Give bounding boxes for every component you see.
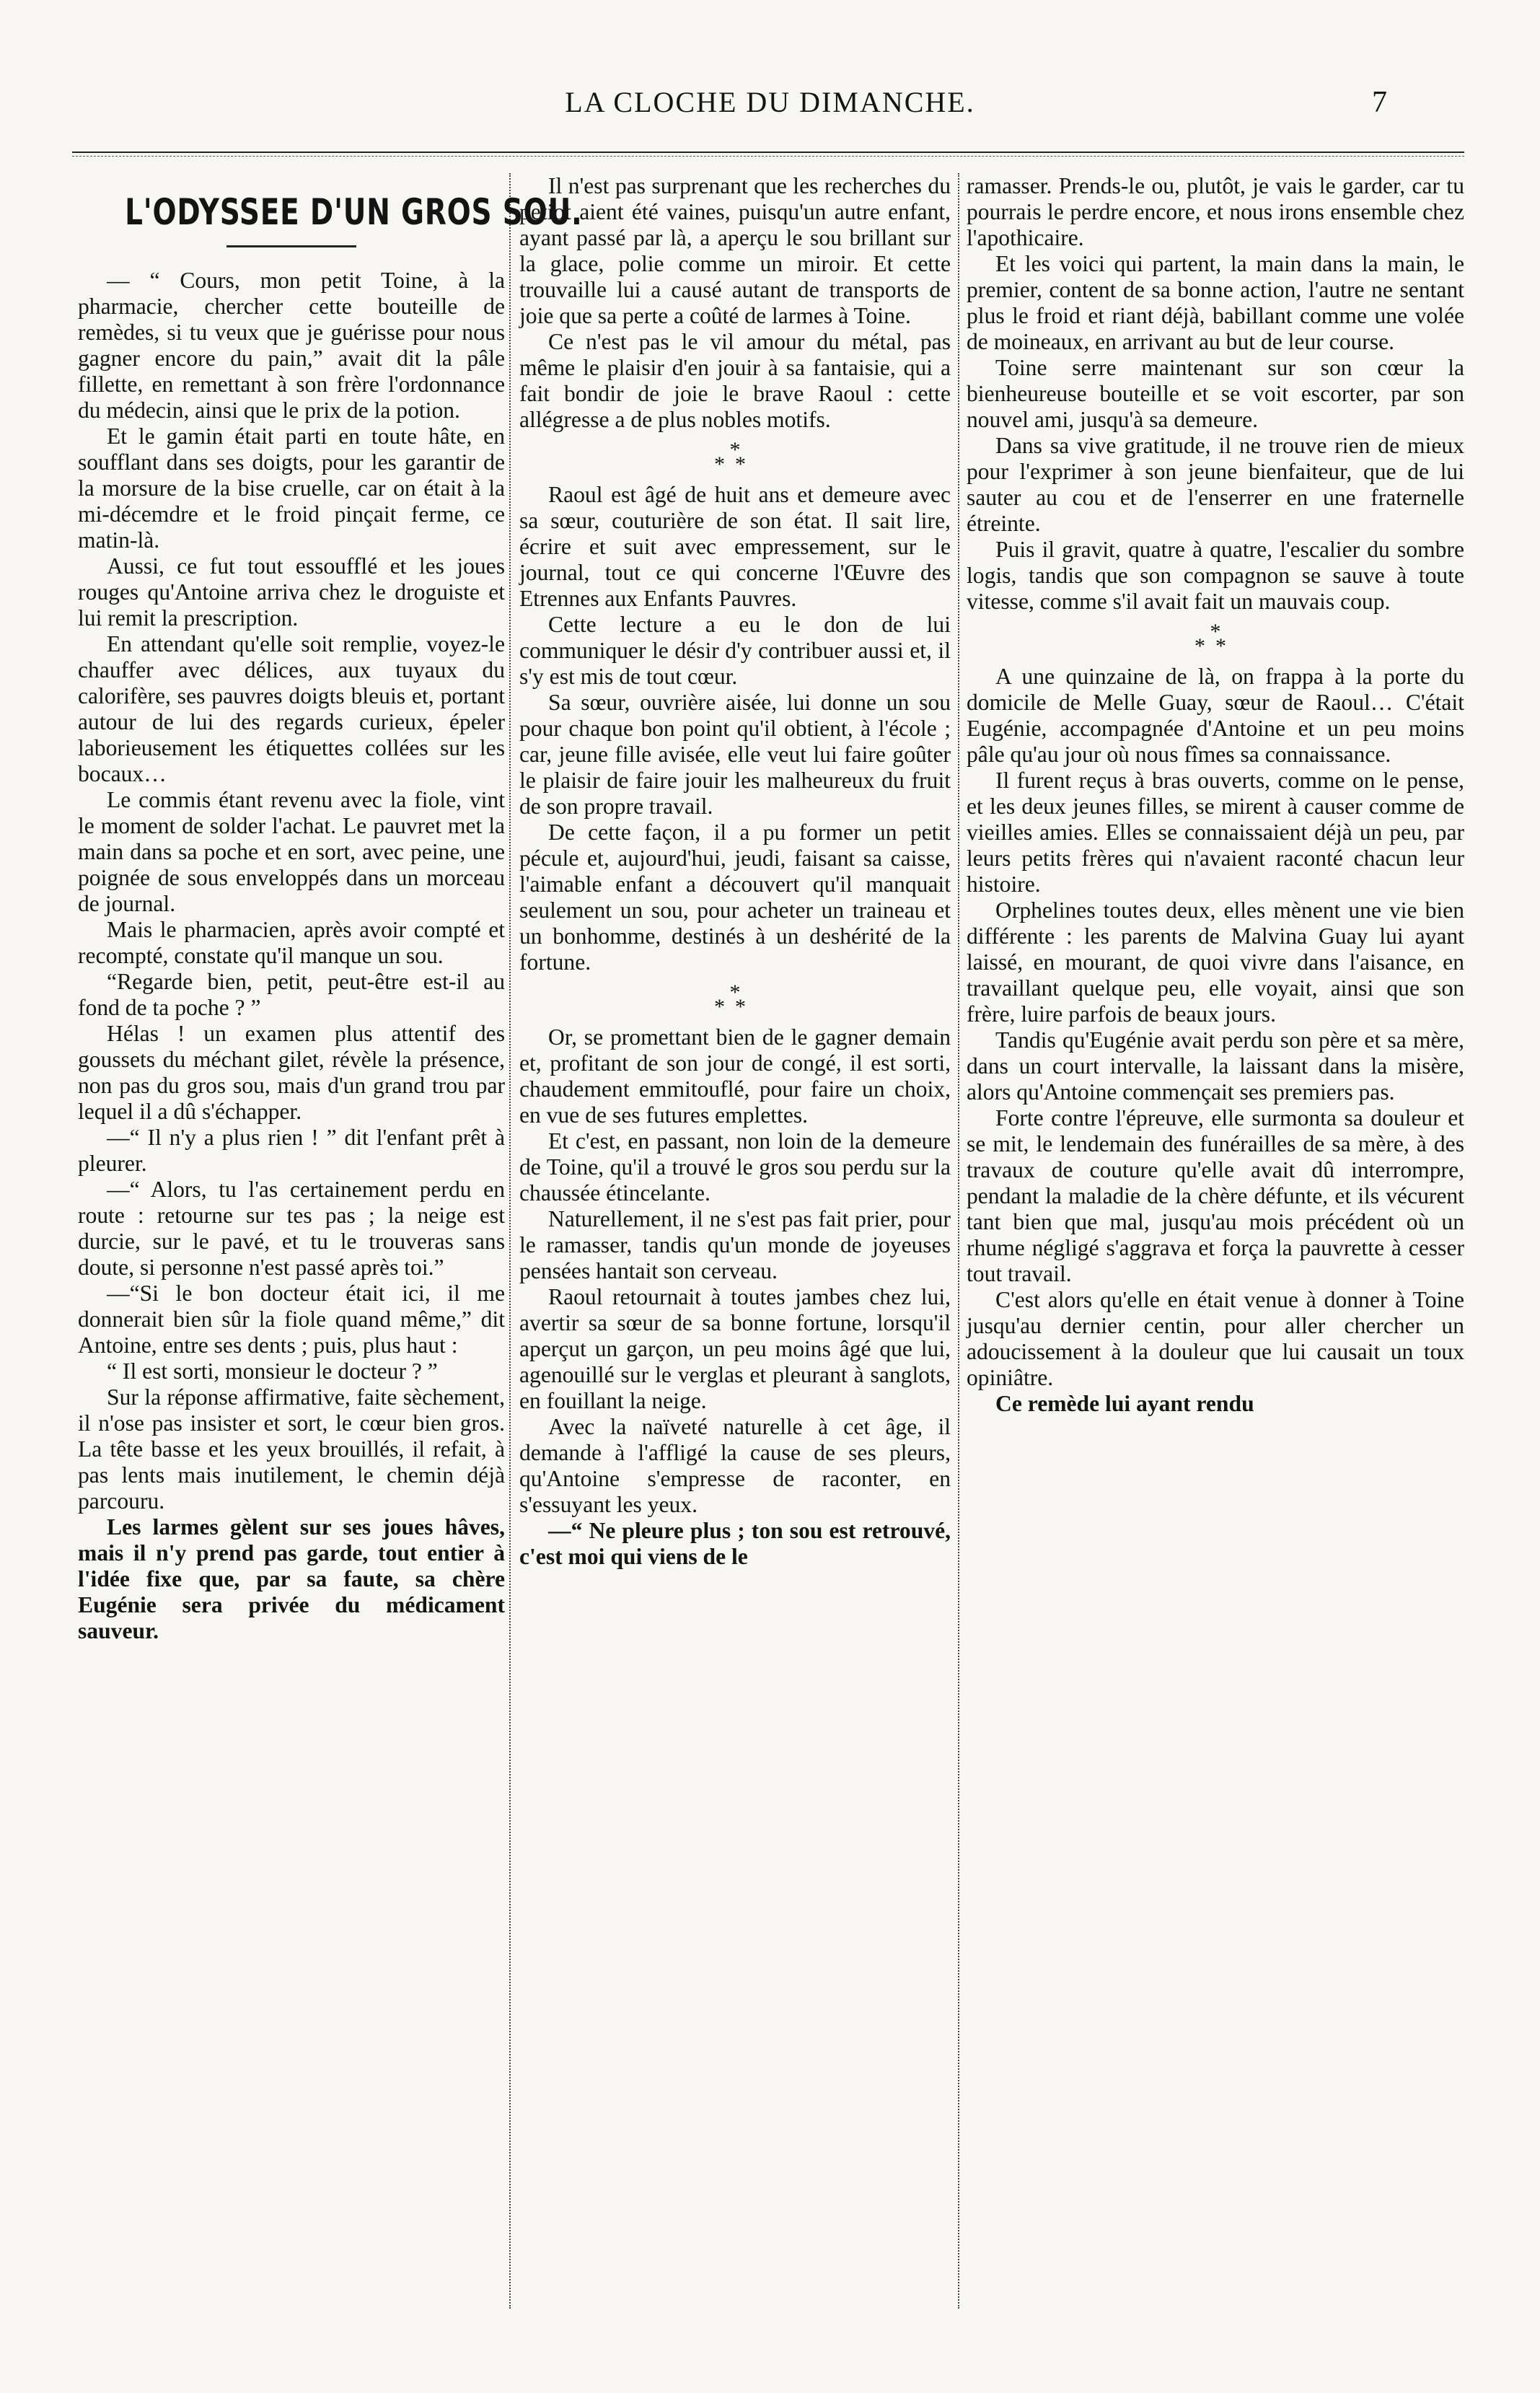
paragraph: “Regarde bien, petit, peut-être est-il au fond de ta poche ? ” [78,969,505,1020]
asterism-star: * [729,980,741,1004]
paragraph: —“ Alors, tu l'as certainement perdu en route : retourne sur tes pas ; la neige est durcie, sur le pavé, et tu le trouveras sans doute, si personne n'est passé après toi.” [78,1177,505,1280]
paragraph: — “ Cours, mon petit Toine, à la pharmacie, chercher cette bouteille de remèdes, si tu veux que je guérisse pour nous gagner encore du pain,” avait dit la pâle fillette, en remettant à son frère l'ordonnance du médecin, ainsi que le prix de la potion. [78,268,505,423]
paragraph: ramasser. Prends-le ou, plutôt, je vais le garder, car tu pourrais le perdre encore, et nous irons ensemble chez l'apothicaire. [967,173,1464,250]
paragraph: Raoul est âgé de huit ans et demeure avec sa sœur, couturière de son état. Il sait lire, écrire et suit avec empressement, sur le journal, tout ce qui concerne l'Œuvre des Etrennes aux Enfants Pauvres. [519,482,951,611]
column-2 [519,173,951,2352]
paragraph: —“ Il n'y a plus rien ! ” dit l'enfant prêt à pleurer. [78,1125,505,1176]
paragraph: Ce n'est pas le vil amour du métal, pas même le plaisir d'en jouir à sa fantaisie, qui a fait bondir de joie le brave Raoul : cette allégresse a de plus nobles motifs. [519,329,951,432]
column-separator [509,173,511,2309]
paragraph: Et c'est, en passant, non loin de la demeure de Toine, qu'il a trouvé le gros sou perdu sur la chaussée étincelante. [519,1128,951,1206]
header-rule [72,152,1464,157]
paragraph: Tandis qu'Eugénie avait perdu son père et sa mère, dans un court intervalle, la laissant dans la misère, alors qu'Antoine commençait ses premiers pas. [967,1027,1464,1105]
asterism-star: * [1210,620,1221,644]
paragraph: Raoul retournait à toutes jambes chez lui, avertir sa sœur de sa bonne fortune, lorsqu'il aperçut un garçon, un peu moins âgé que lui, agenouillé sur le verglas et pleurant à sanglots, en fouillant la neige. [519,1284,951,1413]
paragraph: A une quinzaine de là, on frappa à la porte du domicile de Melle Guay, sœur de Raoul… C'était Eugénie, accompagnée d'Antoine et un peu moins pâle qu'au jour où nous fîmes sa connaissance. [967,664,1464,767]
title-rule [226,245,356,247]
paragraph: Forte contre l'épreuve, elle surmonta sa douleur et se mit, le lendemain des funérailles de sa mère, à des travaux de couture qu'elle avait dû interrompre, pendant la maladie de la chère défunte, et ils vécurent tant bien que mal, jusqu'au mois précédent où un rhume négligé s'aggrava et força la pauvrette à cesser tout travail. [967,1105,1464,1286]
paragraph: C'est alors qu'elle en était venue à donner à Toine jusqu'au dernier centin, pour aller chercher un adoucissement à la douleur que lui causait un toux opiniâtre. [967,1287,1464,1390]
paragraph: “ Il est sorti, monsieur le docteur ? ” [107,1358,438,1384]
column-1 [78,173,583,2352]
paragraph: Ce remède lui ayant rendu [995,1391,1254,1416]
asterism-stars: ** [1194,634,1236,658]
paragraph: Naturellement, il ne s'est pas fait prier, pour le ramasser, tandis qu'un monde de joyeuses pensées hantait son cerveau. [519,1206,951,1283]
paragraph: Sur la réponse affirmative, faite sèchement, il n'ose pas insister et sort, le cœur bien gros. La tête basse et les yeux brouillés, il refait, à pas lents mais inutilement, le chemin déjà parcouru. [78,1384,505,1514]
paragraph: Et les voici qui partent, la main dans la main, le premier, content de sa bonne action, l'autre ne sentant plus le froid et riant déjà, babillant comme une volée de moineaux, en arrivant au but de leur course. [967,251,1464,354]
paragraph: Dans sa vive gratitude, il ne trouve rien de mieux pour l'exprimer à son jeune bienfaiteur, que de lui sauter au cou et de l'enserrer en une fraternelle étreinte. [967,433,1464,536]
paragraph: Aussi, ce fut tout essoufflé et les joues rouges qu'Antoine arriva chez le droguiste et lui remit la prescription. [78,553,505,631]
paragraph: Toine serre maintenant sur son cœur la bienheureuse bouteille et se voit escorter, par son nouvel ami, jusqu'à sa demeure. [967,355,1464,432]
paragraph: Les larmes gèlent sur ses joues hâves, mais il n'y prend pas garde, tout entier à l'idée fixe que, par sa faute, sa chère Eugénie sera privée du médicament sauveur. [78,1514,505,1643]
paragraph: Le commis étant revenu avec la fiole, vint le moment de solder l'achat. Le pauvret met la main dans sa poche et en sort, avec peine, une poignée de sous enveloppés dans un morceau de journal. [78,787,505,916]
asterism-star: * [729,438,741,462]
running-head [0,85,1540,128]
paragraph: Il furent reçus à bras ouverts, comme on le pense, et les deux jeunes filles, se mirent à causer comme de vieilles amies. Elles se connaissaient déjà un peu, par leurs petits frères qui n'avaient raconté chacun leur histoire. [967,768,1464,897]
article-title: L'ODYSSEE D'UN GROS SOU. [125,191,583,233]
asterism [519,980,951,1019]
paragraph: Hélas ! un examen plus attentif des goussets du méchant gilet, révèle la présence, non pas du gros sou, mais d'un grand trou par lequel il a dû s'échapper. [78,1021,505,1124]
page-number: 7 [1372,86,1387,119]
newspaper-title: LA CLOCHE DU DIMANCHE. [565,86,975,118]
paragraph: Il n'est pas surprenant que les recherches du petiot aient été vaines, puisqu'un autre enfant, ayant passé par là, a aperçu le sou brillant sur la glace, polie comme un miroir. Et cette trouvaille lui a causé autant de transports de joie que sa perte a coûté de larmes à Toine. [519,173,951,328]
paragraph: —“Si le bon docteur était ici, il me donnerait bien sûr la fiole quand même,” dit Antoine, entre ses dents ; puis, plus haut : [78,1281,505,1358]
paragraph: Orphelines toutes deux, elles mènent une vie bien différente : les parents de Malvina Guay lui ayant laissé, en mourant, de quoi vivre dans l'aisance, en travaillant quelque peu, elle voyait, ainsi que son frère, luire parfois de beaux jours. [967,897,1464,1027]
asterism [519,438,951,476]
column-3 [967,173,1464,2352]
paragraph: Cette lecture a eu le don de lui communiquer le désir d'y contribuer aussi et, il s'y est mis de tout cœur. [519,612,951,689]
asterism [967,620,1464,658]
paragraph: Sa sœur, ouvrière aisée, lui donne un sou pour chaque bon point qu'il obtient, à l'école ; car, jeune fille avisée, elle veut lui faire goûter le plaisir de faire jouir les malheureux du fruit de son propre travail. [519,690,951,819]
paragraph: Or, se promettant bien de le gagner demain et, profitant de son jour de congé, il est sorti, chaudement emmitouflé, pour faire un choix, en vue de ses futures emplettes. [519,1024,951,1128]
paragraph: De cette façon, il a pu former un petit pécule et, aujourd'hui, jeudi, faisant sa caisse, l'aimable enfant a découvert qu'il manquait seulement un sou, pour acheter un traineau et un bonhomme, destinés à un deshérité de la fortune. [519,820,951,975]
paragraph: En attendant qu'elle soit remplie, voyez-le chauffer avec délices, aux tuyaux du calorifère, ses pauvres doigts bleuis et, portant autour de lui des regards curieux, épeler laborieusement les étiquettes collées sur les bocaux… [78,631,505,786]
column-separator [958,173,959,2309]
paragraph: Mais le pharmacien, après avoir compté et recompté, constate qu'il manque un sou. [78,917,505,968]
asterism-stars: ** [714,995,756,1019]
article-columns [72,173,1464,2352]
paragraph: Puis il gravit, quatre à quatre, l'escalier du sombre logis, tandis que son compagnon se sauve à toute vitesse, comme s'il avait fait un mauvais coup. [967,537,1464,614]
paragraph: Et le gamin était parti en toute hâte, en soufflant dans ses doigts, pour les garantir de la morsure de la bise cruelle, car on était à la mi-décemdre et le froid pinçait ferme, ce matin-là. [78,423,505,553]
paragraph: —“ Ne pleure plus ; ton sou est retrouvé, c'est moi qui viens de le [519,1518,951,1569]
asterism-stars: ** [714,452,756,476]
paragraph: Avec la naïveté naturelle à cet âge, il demande à l'affligé la cause de ses pleurs, qu'Antoine s'empresse de raconter, en s'essuyant les yeux. [519,1414,951,1517]
